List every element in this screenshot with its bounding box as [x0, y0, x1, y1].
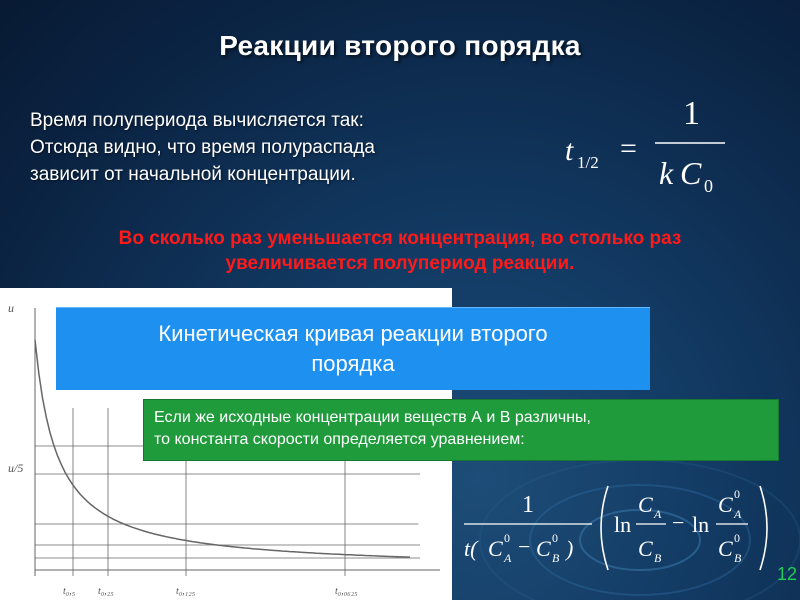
f1-num-sub: A: [654, 507, 662, 521]
right-paren: [760, 486, 767, 570]
den-minus: −: [518, 534, 531, 559]
ln-1: ln: [614, 512, 632, 537]
x-tick-label: t₀,₀₆₂₅: [335, 586, 358, 597]
k-equals: =: [438, 512, 452, 538]
f1-den: C: [638, 536, 653, 561]
left-paren: [601, 486, 608, 570]
den-ca-sub: A: [504, 551, 512, 565]
formula-c: C: [680, 155, 702, 191]
x-tick-label: t₀,₁₂₅: [176, 586, 196, 597]
kinetic-curve-caption: [56, 307, 650, 390]
intro-line: Отсюда видно, что время полураспада: [30, 137, 375, 158]
emphasis-line: Во сколько раз уменьшается концентрация, во столько раз: [118, 228, 682, 249]
f2-den-sub: B: [734, 551, 742, 565]
middle-minus: −: [672, 510, 685, 535]
f2-num-sub: A: [734, 507, 742, 521]
k-numerator: 1: [522, 492, 534, 518]
formula-equals: =: [620, 132, 637, 165]
f2-num-sup: 0: [734, 487, 740, 501]
emphasis-text: [10, 226, 790, 276]
ln-2: ln: [692, 512, 710, 537]
den-cb-sub: B: [552, 551, 560, 565]
formula-t: t: [565, 134, 574, 167]
x-tick-label: t₀,₅: [63, 586, 76, 597]
caption-line: порядка: [311, 351, 395, 376]
f2-den: C: [718, 536, 733, 561]
y-tick-label: и: [8, 301, 14, 315]
intro-line: зависит от начальной концентрации.: [30, 164, 356, 185]
den-cb: C: [536, 536, 551, 561]
note-line: то константа скорости определяется уравнением:: [154, 431, 525, 448]
y-tick-label: и/5: [8, 461, 24, 475]
f2-den-sup: 0: [734, 531, 740, 545]
emphasis-line: увеличивается полупериод реакции.: [225, 253, 575, 274]
half-life-formula: [565, 88, 735, 198]
intro-text: [30, 107, 540, 188]
den-close: ): [566, 536, 574, 561]
different-concentrations-note: [144, 400, 778, 460]
caption-line: Кинетическая кривая реакции второго: [158, 321, 548, 346]
x-tick-label: t₀,₂₅: [98, 586, 114, 597]
den-cb-sup: 0: [552, 531, 558, 545]
note-line: Если же исходные концентрации веществ А и В различны,: [154, 409, 591, 426]
f1-den-sub: B: [654, 551, 662, 565]
formula-k: k: [659, 155, 674, 191]
f1-num: C: [638, 492, 653, 517]
k-symbol: k: [416, 511, 428, 540]
den-ca-sup: 0: [504, 531, 510, 545]
formula-c-subscript: 0: [704, 176, 713, 196]
formula-numerator: 1: [683, 95, 700, 132]
formula-t-subscript: 1/2: [577, 153, 599, 172]
den-ca: C: [488, 536, 503, 561]
rate-constant-formula: [412, 472, 792, 584]
slide-title: Реакции второго порядка: [219, 30, 581, 61]
page-number: 12: [776, 564, 797, 584]
f2-num: C: [718, 492, 733, 517]
intro-line: Время полупериода вычисляется так:: [30, 110, 364, 131]
den-t: t(: [464, 536, 478, 561]
